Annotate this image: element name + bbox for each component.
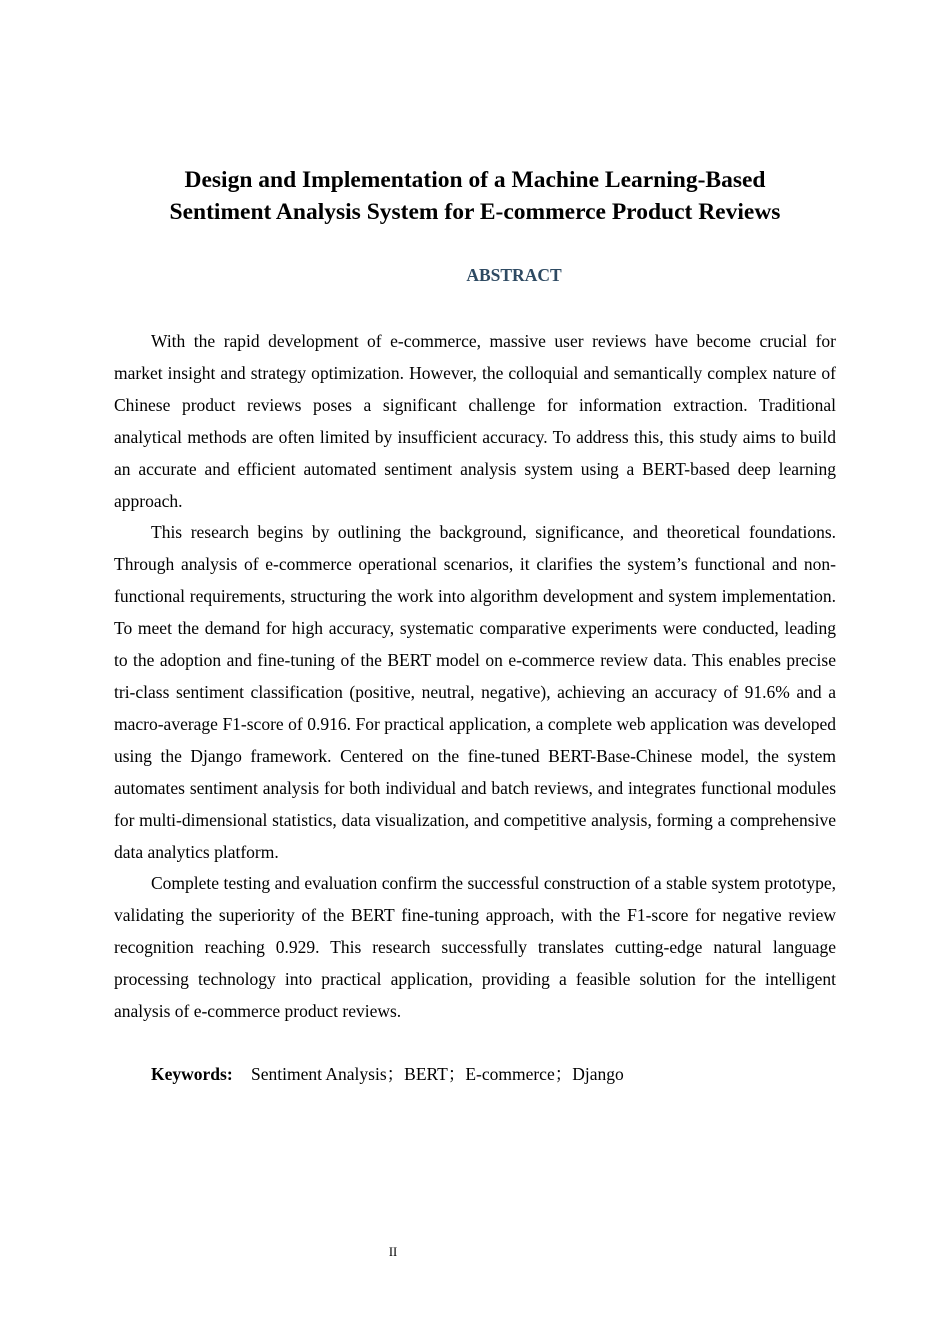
page-number: II xyxy=(388,1245,398,1259)
paper-title-line-1: Design and Implementation of a Machine Learning-Based xyxy=(184,167,766,193)
paper-title-line-2: Sentiment Analysis System for E-commerce Product Reviews xyxy=(169,199,781,225)
keywords-label: Keywords: xyxy=(151,1064,233,1084)
abstract-paragraph-2: This research begins by outlining the background, significance, and theoretical foundations. Through analysis of e-commerce operational scenarios, it clarifies the system’s functional and non-functional requirements, structuring the work into algorithm development and system implementation. To meet the demand for high accuracy, systematic comparative experiments were conducted, leading to the adoption and fine-tuning of the BERT model on e-commerce review data. This enables precise tri-class sentiment classification (positive, neutral, negative), achieving an accuracy of 91.6% and a macro-average F1-score of 0.916. For practical application, a complete web application was developed using the Django framework. Centered on the fine-tuned BERT-Base-Chinese model, the system automates sentiment analysis for both individual and batch reviews, and integrates functional modules for multi-dimensional statistics, data visualization, and competitive analysis, forming a comprehensive data analytics platform. xyxy=(114,522,836,862)
abstract-heading: ABSTRACT xyxy=(466,265,562,285)
paper-title xyxy=(0,164,950,228)
abstract-body xyxy=(114,326,836,1028)
keywords-line xyxy=(151,1059,841,1089)
abstract-paragraph-1: With the rapid development of e-commerce, massive user reviews have become crucial for market insight and strategy optimization. However, the colloquial and semantically complex nature of Chinese product reviews poses a significant challenge for information extraction. Traditional analytical methods are often limited by insufficient accuracy. To address this, this study aims to build an accurate and efficient automated sentiment analysis system using a BERT-based deep learning approach. xyxy=(114,331,836,511)
abstract-paragraph-3: Complete testing and evaluation confirm the successful construction of a stable system prototype, validating the superiority of the BERT fine-tuning approach, with the F1-score for negative review recognition reaching 0.929. This research successfully translates cutting-edge natural language processing technology into practical application, providing a feasible solution for the intelligent analysis of e-commerce product reviews. xyxy=(114,873,836,1022)
keywords-value: Sentiment Analysis；BERT；E-commerce；Django xyxy=(251,1064,624,1084)
